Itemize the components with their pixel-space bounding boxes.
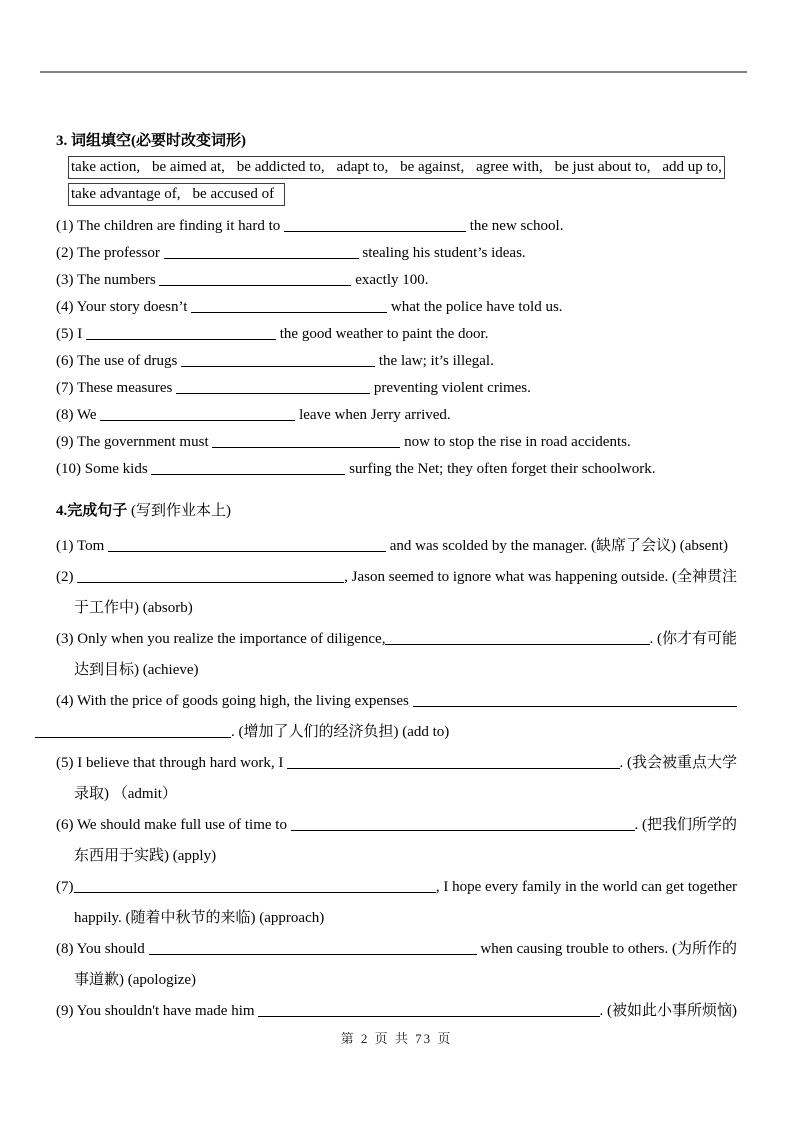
exercise-line [56, 213, 737, 240]
exercise-line [56, 321, 737, 348]
answer-blank [108, 551, 386, 552]
exercise-line [56, 934, 737, 965]
section-4-title [56, 500, 737, 522]
phrase: take advantage of, [71, 186, 181, 202]
sentence-text: , Jason seemed to ignore what was happening outside. (全神贯注 [344, 569, 737, 585]
sentence-text: 东西用于实践) (apply) [74, 848, 217, 864]
sentence-text: exactly 100. [351, 272, 429, 288]
phrase: adapt to, [336, 159, 389, 175]
answer-blank [86, 339, 276, 340]
sentence-text: (7) [56, 879, 74, 895]
exercise-line [56, 294, 737, 321]
phrase: be against, [400, 159, 465, 175]
phrase: be addicted to, [236, 159, 325, 175]
sentence-text: (4) With the price of goods going high, the living expenses [56, 693, 413, 709]
sentence-text: stealing his student’s ideas. [358, 245, 526, 261]
exercise-line [74, 655, 737, 686]
sentence-text: (7) These measures [56, 380, 177, 396]
sentence-text: (8) We [56, 407, 101, 423]
header-rule [40, 71, 747, 73]
answer-blank [35, 737, 231, 738]
sentence-text: (1) The children are finding it hard to [56, 218, 284, 234]
answer-blank [385, 644, 649, 645]
exercise-line [74, 779, 737, 810]
phrase: take action, [71, 159, 141, 175]
sentence-text: what the police have told us. [387, 299, 563, 315]
answer-blank [212, 447, 400, 448]
sentence-text: . (被如此小事所烦恼) [599, 1003, 737, 1019]
sentence-text: 达到目标) (achieve) [74, 662, 199, 678]
page-footer: 第 2 页 共 73 页 [340, 1031, 453, 1046]
sentence-text: . (我会被重点大学 [619, 755, 737, 771]
sentence-text: (9) The government must [56, 434, 213, 450]
answer-blank [151, 474, 345, 475]
section-4-title-number: 4.完成句子 [56, 503, 128, 519]
sentence-text: and was scolded by the manager. (缺席了会议) (absent) [386, 538, 729, 554]
sentence-text: . (增加了人们的经济负担) (add to) [231, 724, 450, 740]
sentence-text: the law; it’s illegal. [375, 353, 494, 369]
answer-blank [149, 954, 477, 955]
exercise-line [56, 996, 737, 1027]
sentence-text: surfing the Net; they often forget their schoolwork. [345, 461, 656, 477]
answer-blank [159, 285, 351, 286]
sentence-text: (9) You shouldn't have made him [56, 1003, 259, 1019]
sentence-text: now to stop the rise in road accidents. [400, 434, 631, 450]
sentence-text: (2) The professor [56, 245, 164, 261]
sentence-text: (3) The numbers [56, 272, 160, 288]
sentence-text: (6) The use of drugs [56, 353, 182, 369]
exercise-line [56, 562, 737, 593]
sentence-text: (10) Some kids [56, 461, 152, 477]
exercise-line [56, 456, 737, 483]
sentence-text: . (把我们所学的 [634, 817, 737, 833]
sentence-text: the good weather to paint the door. [276, 326, 489, 342]
sentence-text: , I hope every family in the world can get together [435, 879, 737, 895]
exercise-line [56, 375, 737, 402]
section-4 [56, 500, 737, 1027]
sentence-text: 于工作中) (absorb) [74, 600, 193, 616]
sentence-text: (3) Only when you realize the importance of diligence, [56, 631, 386, 647]
section-3 [56, 130, 737, 483]
sentence-text: 录取) （admit） [74, 786, 177, 802]
answer-blank [181, 366, 375, 367]
exercise-line [56, 402, 737, 429]
sentence-text: (6) We should make full use of time to [56, 817, 291, 833]
sentence-text: happily. (随着中秋节的来临) (approach) [74, 910, 325, 926]
answer-blank [413, 706, 737, 707]
phrase: add up to, [662, 159, 722, 175]
sentence-text: when causing trouble to others. (为所作的 [476, 941, 737, 957]
answer-blank [191, 312, 387, 313]
answer-blank [77, 582, 344, 583]
exercise-line [56, 531, 737, 562]
exercise-line [56, 267, 737, 294]
answer-blank [284, 231, 466, 232]
exercise-line [74, 965, 737, 996]
section-4-lines [56, 531, 737, 1027]
sentence-text: (8) You should [56, 941, 149, 957]
answer-blank [287, 768, 619, 769]
sentence-text: (1) Tom [56, 538, 109, 554]
answer-blank [100, 420, 295, 421]
exercise-line [56, 240, 737, 267]
exercise-line [56, 810, 737, 841]
sentence-text: 事道歉) (apologize) [74, 972, 197, 988]
sentence-text: (2) [56, 569, 78, 585]
exercise-line [74, 903, 737, 934]
section-3-title: 3. 词组填空(必要时改变词形) [56, 133, 246, 149]
section-4-title-note: (写到作业本上) [127, 503, 232, 519]
exercise-line [56, 872, 737, 903]
sentence-text: . (你才有可能 [649, 631, 737, 647]
sentence-text: leave when Jerry arrived. [295, 407, 451, 423]
answer-blank [291, 830, 635, 831]
exercise-line [56, 429, 737, 456]
phrase: be aimed at, [152, 159, 225, 175]
sentence-text: (5) I believe that through hard work, I [56, 755, 288, 771]
answer-blank [258, 1016, 599, 1017]
phrase: be just about to, [554, 159, 651, 175]
sentence-text: the new school. [465, 218, 564, 234]
sentence-text: (4) Your story doesn’t [56, 299, 192, 315]
exercise-line [74, 841, 737, 872]
exercise-line [74, 593, 737, 624]
exercise-line [56, 624, 737, 655]
phrase-box-row-1 [68, 156, 725, 179]
phrase-box-row-2 [68, 183, 285, 206]
answer-blank [74, 892, 436, 893]
sentence-text: preventing violent crimes. [370, 380, 531, 396]
answer-blank [164, 258, 359, 259]
section-3-items [56, 213, 737, 483]
exercise-line [56, 686, 737, 717]
exercise-line [35, 717, 737, 748]
sentence-text: (5) I [56, 326, 86, 342]
answer-blank [176, 393, 370, 394]
exercise-line [56, 348, 737, 375]
exercise-line [56, 748, 737, 779]
phrase: agree with, [476, 159, 543, 175]
phrase: be accused of [192, 186, 275, 202]
